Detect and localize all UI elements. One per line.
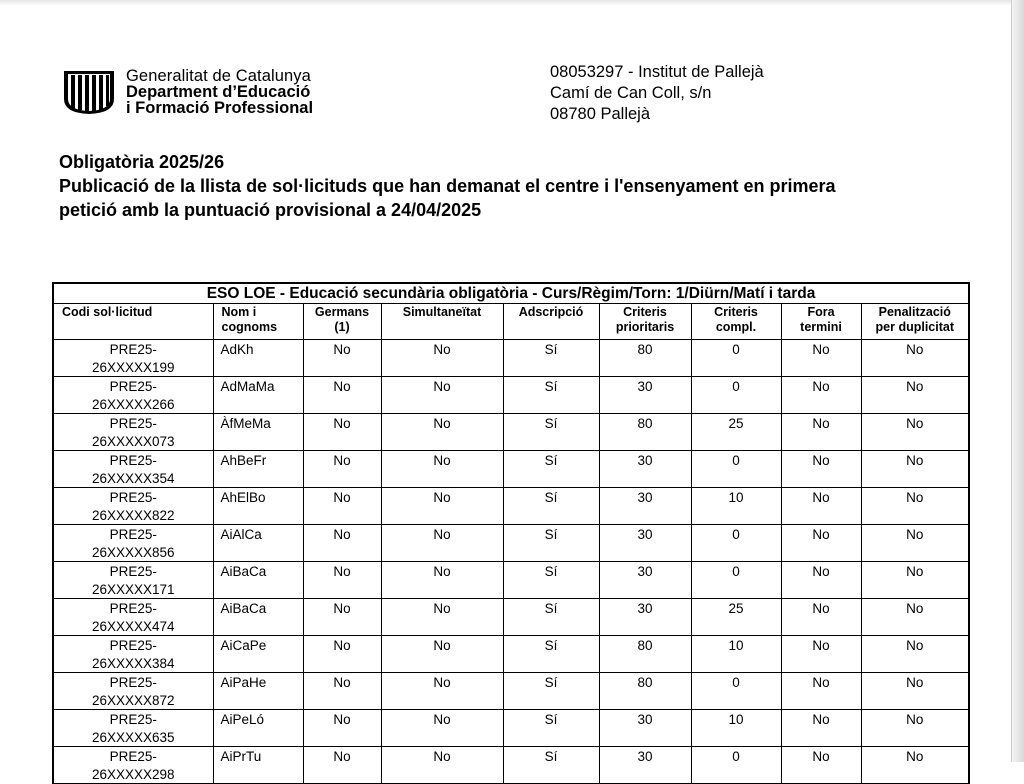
header-late: Fora termini	[781, 304, 861, 340]
page-right-edge	[1011, 0, 1024, 762]
cell-assignment: Sí	[503, 488, 599, 525]
cell-priority-criteria: 30	[599, 525, 691, 562]
table-row	[53, 747, 969, 784]
cell-code: PRE25- 26XXXXX822	[53, 488, 213, 525]
table-header-row	[53, 304, 969, 340]
header-penalty: Penalització per duplicitat	[861, 304, 969, 340]
table-row	[53, 451, 969, 488]
cell-penalty: No	[861, 673, 969, 710]
cell-assignment: Sí	[503, 377, 599, 414]
cell-priority-criteria: 30	[599, 562, 691, 599]
cell-assignment: Sí	[503, 673, 599, 710]
cell-code: PRE25- 26XXXXX872	[53, 673, 213, 710]
cell-complementary-criteria: 0	[691, 451, 781, 488]
cell-siblings: No	[303, 562, 381, 599]
cell-name: AiBaCa	[213, 599, 303, 636]
generalitat-emblem-icon	[60, 69, 118, 115]
logo-line-department: Department d’Educació	[126, 83, 311, 101]
cell-simultaneity: No	[381, 451, 503, 488]
cell-siblings: No	[303, 747, 381, 784]
table-row	[53, 562, 969, 599]
cell-priority-criteria: 80	[599, 340, 691, 377]
cell-late: No	[781, 488, 861, 525]
title-line-3: petició amb la puntuació provisional a 24/04/2025	[59, 200, 482, 220]
cell-priority-criteria: 80	[599, 636, 691, 673]
cell-priority-criteria: 30	[599, 451, 691, 488]
cell-name: AhBeFr	[213, 451, 303, 488]
header-complementary-criteria: Criteris compl.	[691, 304, 781, 340]
table-row	[53, 599, 969, 636]
cell-assignment: Sí	[503, 636, 599, 673]
cell-late: No	[781, 414, 861, 451]
cell-assignment: Sí	[503, 710, 599, 747]
cell-late: No	[781, 636, 861, 673]
logo-line-formacio: i Formació Professional	[126, 99, 314, 117]
cell-priority-criteria: 30	[599, 377, 691, 414]
cell-assignment: Sí	[503, 747, 599, 784]
school-city: 08780 Pallejà	[550, 105, 650, 123]
cell-late: No	[781, 525, 861, 562]
cell-assignment: Sí	[503, 562, 599, 599]
cell-simultaneity: No	[381, 710, 503, 747]
cell-simultaneity: No	[381, 377, 503, 414]
cell-simultaneity: No	[381, 636, 503, 673]
cell-complementary-criteria: 0	[691, 747, 781, 784]
cell-complementary-criteria: 0	[691, 340, 781, 377]
table-row	[53, 340, 969, 377]
cell-penalty: No	[861, 525, 969, 562]
table-row	[53, 414, 969, 451]
cell-assignment: Sí	[503, 525, 599, 562]
cell-penalty: No	[861, 377, 969, 414]
cell-code: PRE25- 26XXXXX199	[53, 340, 213, 377]
cell-code: PRE25- 26XXXXX266	[53, 377, 213, 414]
cell-priority-criteria: 30	[599, 710, 691, 747]
cell-penalty: No	[861, 562, 969, 599]
cell-name: AiCaPe	[213, 636, 303, 673]
cell-name: AdKh	[213, 340, 303, 377]
cell-penalty: No	[861, 488, 969, 525]
table-row	[53, 673, 969, 710]
cell-code: PRE25- 26XXXXX384	[53, 636, 213, 673]
cell-code: PRE25- 26XXXXX298	[53, 747, 213, 784]
cell-late: No	[781, 673, 861, 710]
school-address: Camí de Can Coll, s/n	[550, 84, 712, 102]
cell-simultaneity: No	[381, 673, 503, 710]
document-title	[59, 150, 836, 222]
cell-code: PRE25- 26XXXXX635	[53, 710, 213, 747]
cell-simultaneity: No	[381, 414, 503, 451]
table-row	[53, 710, 969, 747]
cell-siblings: No	[303, 451, 381, 488]
cell-code: PRE25- 26XXXXX073	[53, 414, 213, 451]
cell-name: AiPeLó	[213, 710, 303, 747]
cell-assignment: Sí	[503, 451, 599, 488]
cell-assignment: Sí	[503, 340, 599, 377]
header-siblings: Germans (1)	[303, 304, 381, 340]
cell-priority-criteria: 30	[599, 599, 691, 636]
cell-siblings: No	[303, 636, 381, 673]
header-assignment: Adscripció	[503, 304, 599, 340]
cell-complementary-criteria: 0	[691, 525, 781, 562]
cell-siblings: No	[303, 599, 381, 636]
cell-priority-criteria: 80	[599, 414, 691, 451]
table-caption: ESO LOE - Educació secundària obligatòria - Curs/Règim/Torn: 1/Diürn/Matí i tarda	[53, 283, 969, 304]
page-top-edge	[0, 0, 1024, 6]
header-simultaneity: Simultaneïtat	[381, 304, 503, 340]
cell-code: PRE25- 26XXXXX171	[53, 562, 213, 599]
cell-name: AiPaHe	[213, 673, 303, 710]
cell-complementary-criteria: 10	[691, 488, 781, 525]
title-line-1: Obligatòria 2025/26	[59, 152, 225, 172]
cell-penalty: No	[861, 710, 969, 747]
table-row	[53, 488, 969, 525]
cell-simultaneity: No	[381, 747, 503, 784]
table-row	[53, 377, 969, 414]
cell-siblings: No	[303, 340, 381, 377]
cell-penalty: No	[861, 747, 969, 784]
cell-assignment: Sí	[503, 414, 599, 451]
cell-late: No	[781, 340, 861, 377]
cell-late: No	[781, 599, 861, 636]
cell-penalty: No	[861, 636, 969, 673]
cell-code: PRE25- 26XXXXX474	[53, 599, 213, 636]
cell-late: No	[781, 562, 861, 599]
cell-name: AdMaMa	[213, 377, 303, 414]
cell-complementary-criteria: 10	[691, 636, 781, 673]
cell-penalty: No	[861, 414, 969, 451]
cell-late: No	[781, 377, 861, 414]
cell-priority-criteria: 30	[599, 488, 691, 525]
cell-simultaneity: No	[381, 340, 503, 377]
cell-assignment: Sí	[503, 599, 599, 636]
applications-table	[52, 282, 970, 784]
cell-siblings: No	[303, 710, 381, 747]
cell-priority-criteria: 30	[599, 747, 691, 784]
generalitat-logo	[60, 68, 313, 116]
cell-complementary-criteria: 0	[691, 562, 781, 599]
cell-name: AiAlCa	[213, 525, 303, 562]
cell-code: PRE25- 26XXXXX354	[53, 451, 213, 488]
cell-complementary-criteria: 25	[691, 414, 781, 451]
cell-late: No	[781, 451, 861, 488]
cell-siblings: No	[303, 525, 381, 562]
cell-siblings: No	[303, 414, 381, 451]
header-code: Codi sol·licitud	[53, 304, 213, 340]
cell-siblings: No	[303, 488, 381, 525]
cell-siblings: No	[303, 377, 381, 414]
cell-penalty: No	[861, 340, 969, 377]
applications-table-wrapper	[52, 282, 968, 784]
cell-name: ÀfMeMa	[213, 414, 303, 451]
cell-simultaneity: No	[381, 599, 503, 636]
cell-simultaneity: No	[381, 488, 503, 525]
logo-line-generalitat: Generalitat de Catalunya	[126, 67, 311, 85]
cell-complementary-criteria: 10	[691, 710, 781, 747]
cell-name: AhElBo	[213, 488, 303, 525]
school-code-name: 08053297 - Institut de Pallejà	[550, 63, 764, 81]
cell-code: PRE25- 26XXXXX856	[53, 525, 213, 562]
cell-complementary-criteria: 25	[691, 599, 781, 636]
cell-siblings: No	[303, 673, 381, 710]
cell-simultaneity: No	[381, 562, 503, 599]
header-name: Nom i cognoms	[213, 304, 303, 340]
cell-penalty: No	[861, 451, 969, 488]
cell-late: No	[781, 747, 861, 784]
table-row	[53, 525, 969, 562]
cell-name: AiPrTu	[213, 747, 303, 784]
cell-penalty: No	[861, 599, 969, 636]
cell-simultaneity: No	[381, 525, 503, 562]
cell-name: AiBaCa	[213, 562, 303, 599]
cell-complementary-criteria: 0	[691, 673, 781, 710]
header-priority-criteria: Criteris prioritaris	[599, 304, 691, 340]
cell-priority-criteria: 80	[599, 673, 691, 710]
table-row	[53, 636, 969, 673]
title-line-2: Publicació de la llista de sol·licituds que han demanat el centre i l'ensenyament en primera	[59, 176, 836, 196]
cell-late: No	[781, 710, 861, 747]
cell-complementary-criteria: 0	[691, 377, 781, 414]
school-info	[550, 62, 764, 125]
